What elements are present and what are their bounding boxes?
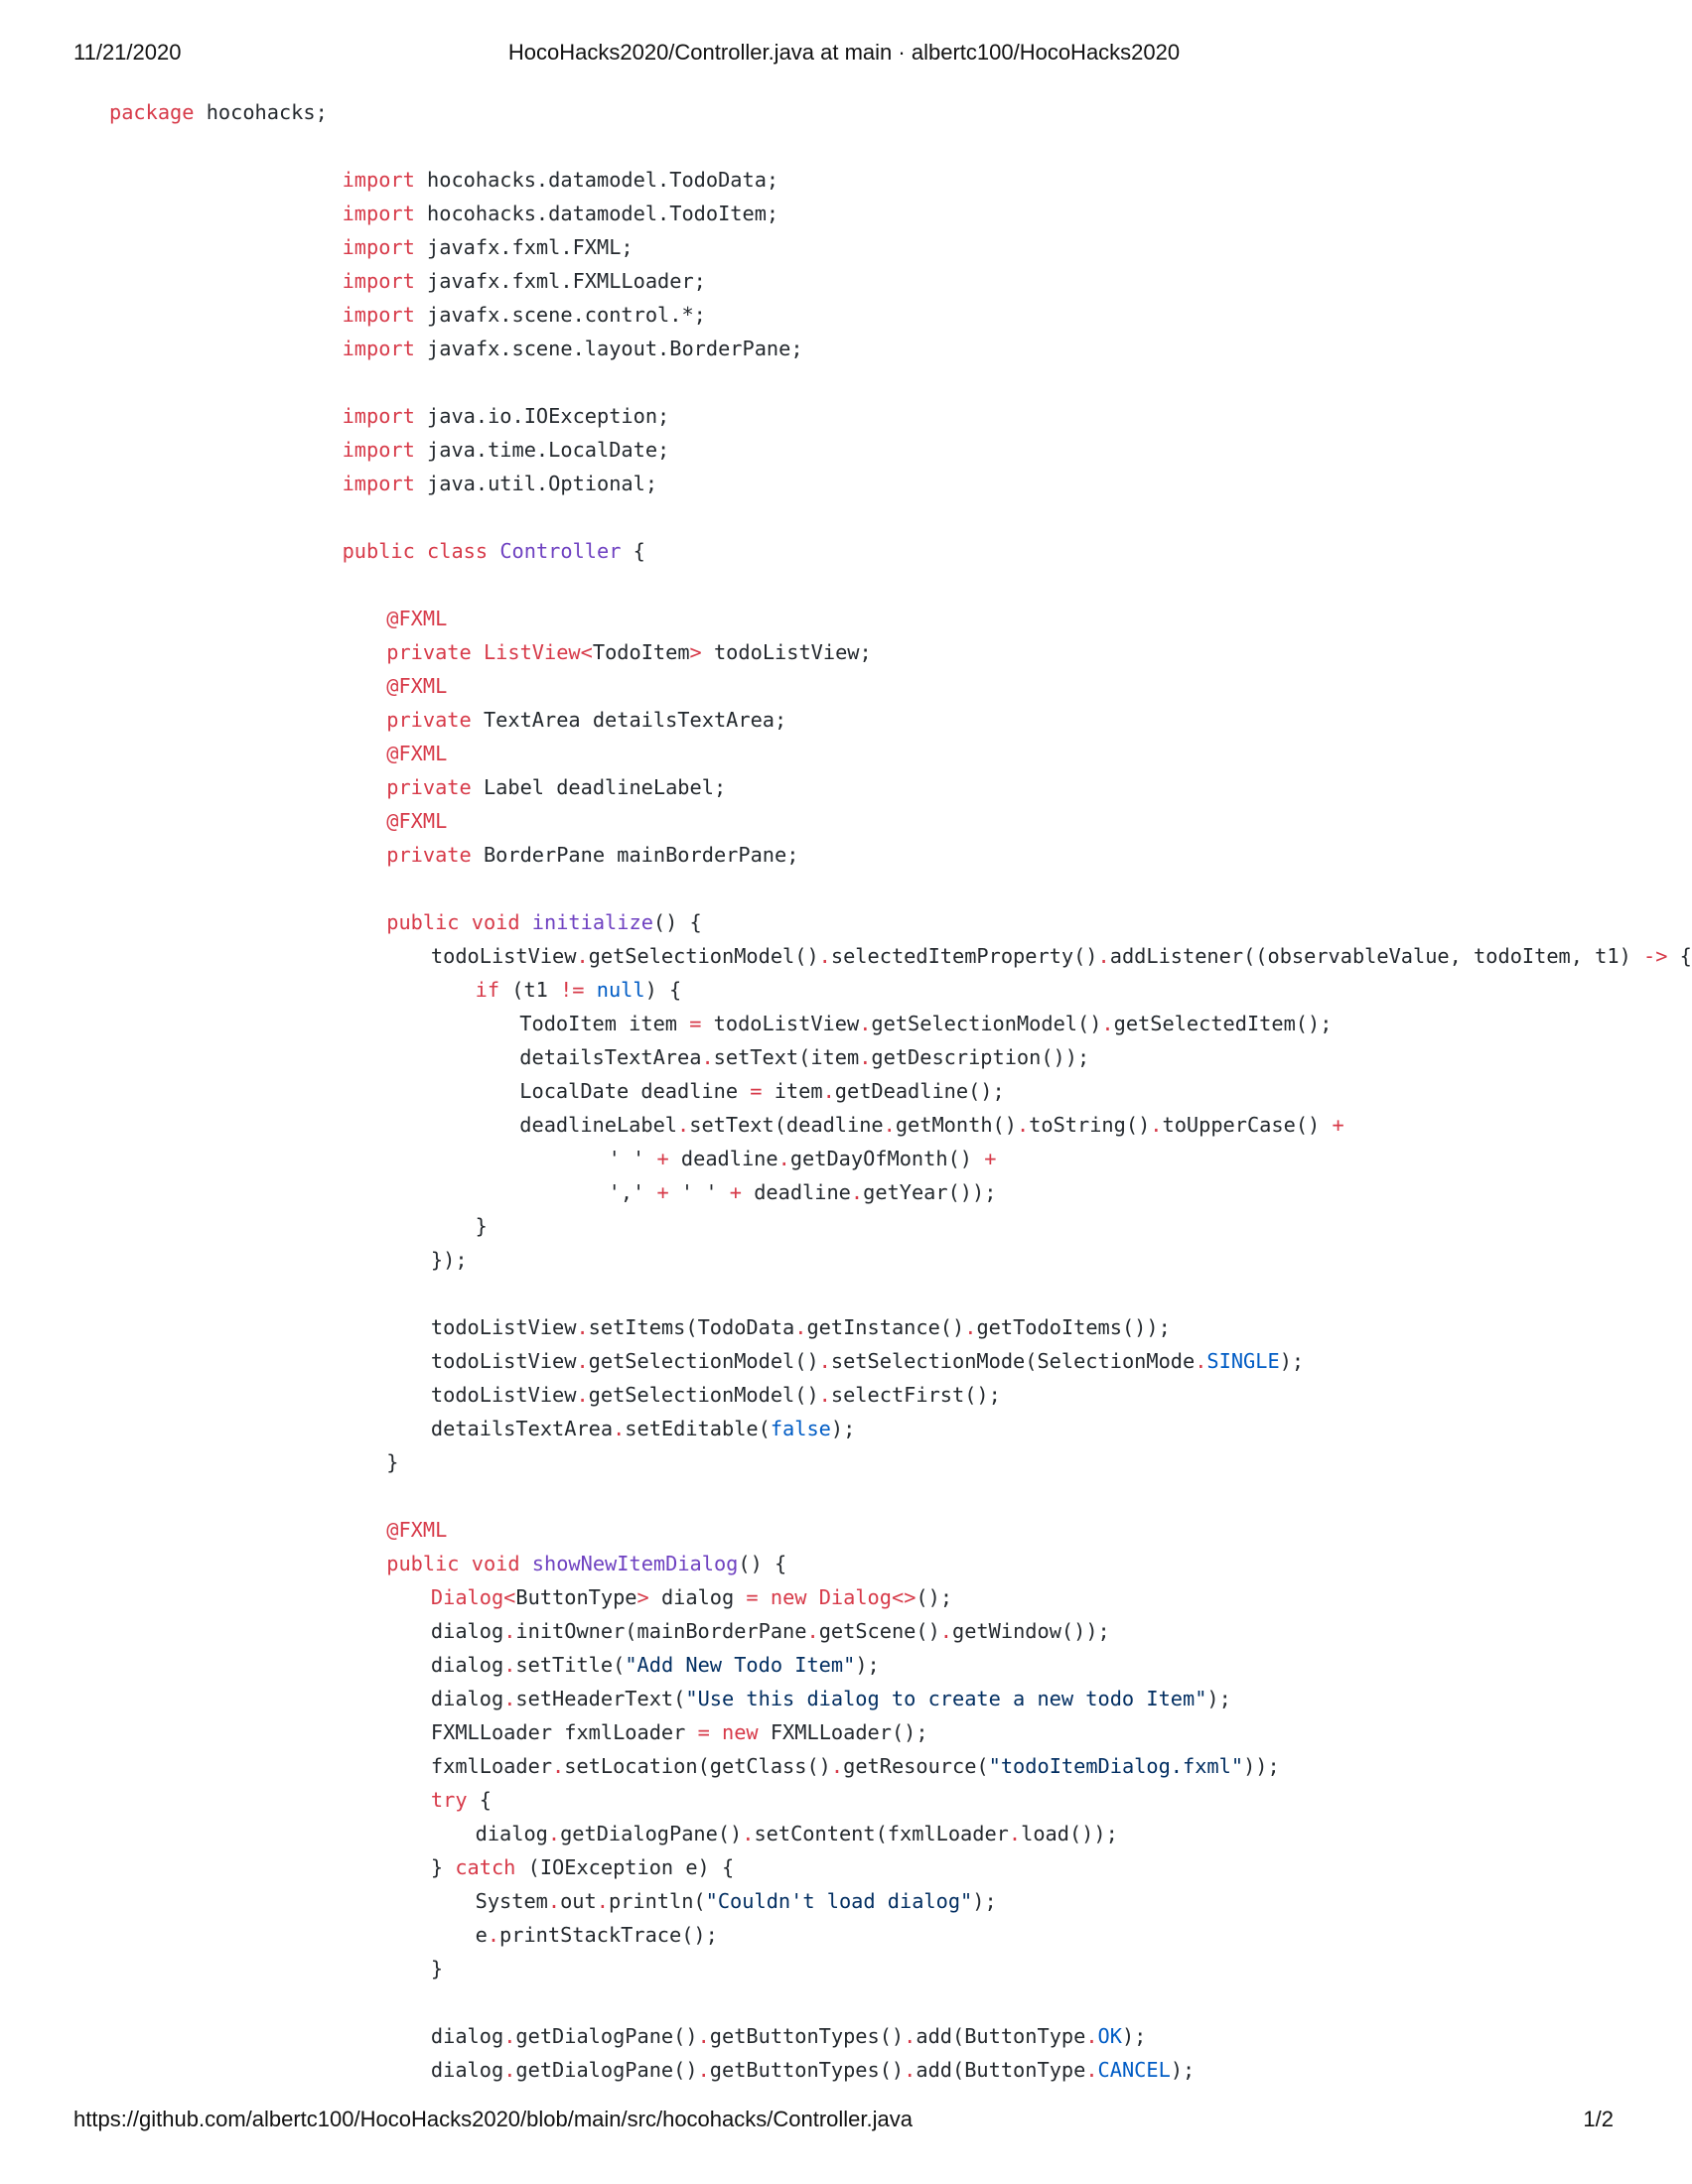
code-token: });	[430, 1248, 468, 1272]
code-token	[710, 1720, 722, 1744]
code-line	[431, 1378, 1001, 1412]
code-token: setContent(fxmlLoader	[754, 1822, 1009, 1845]
code-token: .	[818, 944, 831, 968]
code-token: hocohacks;	[194, 100, 328, 124]
code-line	[519, 1040, 1089, 1074]
code-token: "Use this dialog to create a new todo Item"	[685, 1687, 1207, 1710]
code-line	[431, 1749, 1280, 1783]
code-token: Dialog<	[430, 1585, 516, 1609]
code-line	[431, 1614, 1110, 1648]
code-token: getMonth()	[895, 1113, 1017, 1137]
code-token: CANCEL	[1097, 2058, 1171, 2082]
code-token: getSelectionModel()	[588, 944, 819, 968]
code-token: }	[475, 1214, 488, 1238]
code-token: getDayOfMonth()	[789, 1147, 985, 1170]
code-token: ->	[1643, 944, 1668, 968]
code-token: getInstance()	[806, 1315, 965, 1339]
code-token: ListView<	[483, 640, 593, 664]
code-token	[460, 1552, 472, 1575]
code-token: .	[613, 1417, 626, 1440]
code-token: selectedItemProperty()	[830, 944, 1098, 968]
code-line	[519, 1007, 1332, 1040]
code-token: dialog	[430, 1687, 504, 1710]
code-token: .	[964, 1315, 977, 1339]
code-token: >	[636, 1585, 649, 1609]
code-token: getButtonTypes()	[709, 2024, 905, 2048]
code-line	[343, 467, 657, 500]
code-token: ();	[916, 1585, 953, 1609]
code-token	[520, 1552, 532, 1575]
code-token: if	[475, 978, 500, 1002]
code-token: .	[1085, 2058, 1098, 2082]
code-token: );	[1279, 1349, 1305, 1373]
code-line	[343, 163, 779, 197]
code-token: .	[1195, 1349, 1207, 1373]
code-token: .	[547, 1889, 561, 1913]
code-token: @FXML	[386, 674, 448, 698]
code-token: .	[859, 1012, 872, 1035]
code-token: load());	[1021, 1822, 1118, 1845]
code-token: @FXML	[386, 1518, 448, 1542]
code-token: getDialogPane()	[560, 1822, 743, 1845]
code-token: javafx.fxml.FXMLLoader;	[414, 269, 706, 293]
code-token: ));	[1243, 1754, 1280, 1778]
code-token: );	[830, 1417, 856, 1440]
code-line	[343, 534, 645, 568]
code-line	[386, 804, 447, 838]
code-line	[431, 1715, 928, 1749]
code-token: todoListView	[430, 1383, 577, 1407]
code-token: dialog	[430, 2024, 504, 2048]
code-token	[460, 910, 472, 934]
code-token: getSelectionModel()	[588, 1349, 819, 1373]
code-token: =	[689, 1012, 702, 1035]
code-token: =	[750, 1079, 763, 1103]
code-line	[343, 264, 706, 298]
code-token: .	[818, 1349, 831, 1373]
code-token: .	[830, 1754, 844, 1778]
code-token: +	[729, 1180, 742, 1204]
code-token: =	[746, 1585, 759, 1609]
code-token: selectFirst();	[830, 1383, 1001, 1407]
code-line	[476, 1817, 1118, 1850]
code-token	[520, 910, 532, 934]
code-token: =	[697, 1720, 710, 1744]
code-token: detailsTextArea	[519, 1045, 702, 1069]
code-token: fxmlLoader	[430, 1754, 553, 1778]
code-line	[431, 1243, 468, 1277]
code-token: Dialog<>	[818, 1585, 916, 1609]
code-token: private	[386, 843, 472, 867]
code-token: public	[386, 1552, 460, 1575]
code-token: {	[1667, 944, 1692, 968]
code-token: java.time.LocalDate;	[414, 438, 670, 462]
code-line	[431, 1344, 1304, 1378]
code-token: );	[1170, 2058, 1196, 2082]
code-token: try	[430, 1788, 468, 1812]
code-token: );	[1121, 2024, 1147, 2048]
code-token: dialog	[475, 1822, 548, 1845]
code-token	[488, 539, 499, 563]
code-token: .	[503, 1619, 516, 1643]
code-line	[343, 399, 670, 433]
code-token: .	[576, 944, 589, 968]
code-token: ','	[608, 1180, 657, 1204]
code-token: import	[342, 235, 415, 259]
code-token: .	[904, 2058, 916, 2082]
code-token: .	[822, 1079, 835, 1103]
code-token: import	[342, 472, 415, 495]
code-token: @FXML	[386, 607, 448, 630]
code-line	[386, 905, 702, 939]
code-token: .	[850, 1180, 864, 1204]
code-token: java.util.Optional;	[414, 472, 658, 495]
code-token: .	[487, 1923, 500, 1947]
code-token: private	[386, 708, 472, 732]
code-token: getSelectionModel()	[871, 1012, 1102, 1035]
code-line	[431, 939, 1692, 973]
code-line	[343, 433, 670, 467]
code-token: add(ButtonType	[916, 2058, 1086, 2082]
code-token: out	[560, 1889, 597, 1913]
code-token: public	[386, 910, 460, 934]
code-line	[476, 973, 682, 1007]
code-token: initOwner(mainBorderPane	[515, 1619, 807, 1643]
code-token: getWindow());	[952, 1619, 1110, 1643]
code-token: dialog	[430, 1619, 504, 1643]
code-token: java.io.IOException;	[414, 404, 670, 428]
code-token: null	[596, 978, 645, 1002]
code-token: deadline	[668, 1147, 778, 1170]
code-line	[519, 1074, 1004, 1108]
code-line	[109, 95, 328, 129]
code-token: item	[762, 1079, 823, 1103]
code-token: setSelectionMode(SelectionMode	[830, 1349, 1196, 1373]
code-token: System	[475, 1889, 548, 1913]
code-line	[386, 669, 447, 703]
code-token: .	[503, 2024, 516, 2048]
code-token: FXMLLoader();	[758, 1720, 928, 1744]
code-token: public	[342, 539, 415, 563]
page-url: https://github.com/albertc100/HocoHacks2020/blob/main/src/hocohacks/Controller.java	[73, 2107, 914, 2131]
code-token	[415, 539, 427, 563]
code-token: .	[576, 1383, 589, 1407]
code-token: addListener((observableValue, todoItem, t1)	[1109, 944, 1644, 968]
code-token: );	[855, 1653, 880, 1677]
code-token: private	[386, 775, 472, 799]
code-token	[585, 978, 597, 1002]
code-token: }	[386, 1450, 399, 1474]
code-token: .	[859, 1045, 872, 1069]
code-token: e	[475, 1923, 488, 1947]
code-token: +	[656, 1180, 669, 1204]
code-token: .	[503, 1687, 516, 1710]
code-token: .	[576, 1315, 589, 1339]
code-token: TodoItem	[592, 640, 690, 664]
code-token: toUpperCase()	[1162, 1113, 1333, 1137]
code-token: dialog	[430, 1653, 504, 1677]
code-token: getDeadline();	[834, 1079, 1005, 1103]
code-token: SINGLE	[1206, 1349, 1280, 1373]
code-token: getResource(	[843, 1754, 989, 1778]
code-token: TextArea detailsTextArea;	[471, 708, 787, 732]
code-token: dialog	[648, 1585, 747, 1609]
code-token: class	[427, 539, 489, 563]
code-token: setEditable(	[625, 1417, 771, 1440]
code-token: add(ButtonType	[916, 2024, 1086, 2048]
code-token: ' '	[668, 1180, 730, 1204]
code-token: todoListView	[430, 1315, 577, 1339]
code-line	[431, 2053, 1195, 2087]
code-line	[386, 1513, 447, 1547]
code-token: );	[972, 1889, 997, 1913]
code-token: "todoItemDialog.fxml"	[988, 1754, 1244, 1778]
code-token: initialize	[531, 910, 653, 934]
code-token: deadline	[741, 1180, 851, 1204]
code-token: import	[342, 202, 415, 225]
code-line	[431, 1952, 443, 1985]
page-number: 1/2	[1583, 2107, 1614, 2131]
code-token: todoListView	[430, 944, 577, 968]
code-token: import	[342, 337, 415, 360]
code-token: toString()	[1029, 1113, 1151, 1137]
code-line	[386, 703, 786, 737]
code-token: showNewItemDialog	[531, 1552, 739, 1575]
code-line	[431, 1412, 855, 1445]
code-token: }	[430, 1957, 444, 1980]
code-token: setText(item	[713, 1045, 860, 1069]
code-token: getYear());	[863, 1180, 997, 1204]
code-token: );	[1206, 1687, 1231, 1710]
code-token: TodoItem item	[519, 1012, 690, 1035]
code-token	[472, 640, 484, 664]
code-token: .	[883, 1113, 896, 1137]
page-title: HocoHacks2020/Controller.java at main · albertc100/HocoHacks2020	[507, 40, 1181, 65]
code-token: setHeaderText(	[515, 1687, 686, 1710]
code-token: .	[677, 1113, 690, 1137]
code-token: package	[109, 100, 195, 124]
code-token: getDescription());	[871, 1045, 1090, 1069]
code-line	[431, 1783, 492, 1817]
code-token: +	[656, 1147, 669, 1170]
code-line	[431, 1310, 1171, 1344]
code-token: import	[342, 269, 415, 293]
code-token: getTodoItems());	[976, 1315, 1171, 1339]
code-line	[386, 737, 447, 770]
code-token: ) {	[644, 978, 682, 1002]
code-token: getSelectedItem();	[1113, 1012, 1333, 1035]
code-token: .	[1016, 1113, 1030, 1137]
print-date: 11/21/2020	[73, 40, 182, 65]
code-token: .	[552, 1754, 565, 1778]
code-token: .	[742, 1822, 755, 1845]
code-token: @FXML	[386, 742, 448, 765]
code-token: todoListView;	[701, 640, 872, 664]
code-line	[386, 770, 726, 804]
code-token	[759, 1585, 771, 1609]
code-token: println(	[608, 1889, 706, 1913]
code-token: deadlineLabel	[519, 1113, 678, 1137]
code-token: .	[503, 1653, 516, 1677]
code-token: .	[939, 1619, 953, 1643]
code-token: todoListView	[701, 1012, 860, 1035]
code-token: Label deadlineLabel;	[471, 775, 727, 799]
code-token: catch	[455, 1855, 516, 1879]
code-line	[431, 1682, 1231, 1715]
code-token: .	[697, 2024, 710, 2048]
code-token: OK	[1097, 2024, 1122, 2048]
code-token: .	[794, 1315, 807, 1339]
code-token: @FXML	[386, 809, 448, 833]
code-token: javafx.fxml.FXML;	[414, 235, 634, 259]
code-line	[386, 635, 871, 669]
code-token: javafx.scene.control.*;	[414, 303, 706, 327]
code-line	[386, 1547, 786, 1580]
code-token: {	[467, 1788, 492, 1812]
code-token: {	[621, 539, 645, 563]
code-token: import	[342, 438, 415, 462]
code-token: .	[503, 2058, 516, 2082]
code-token: private	[386, 640, 472, 664]
code-token: "Add New Todo Item"	[625, 1653, 856, 1677]
code-token: +	[984, 1147, 997, 1170]
code-line	[343, 230, 634, 264]
code-token: .	[1101, 1012, 1114, 1035]
code-token: javafx.scene.layout.BorderPane;	[414, 337, 803, 360]
code-token: getButtonTypes()	[709, 2058, 905, 2082]
code-token: LocalDate deadline	[519, 1079, 751, 1103]
code-line	[343, 298, 706, 332]
code-line	[476, 1918, 718, 1952]
code-token: .	[1008, 1822, 1022, 1845]
code-token: setTitle(	[515, 1653, 626, 1677]
code-token: (t1	[499, 978, 561, 1002]
code-token: getDialogPane()	[515, 2058, 698, 2082]
code-line	[476, 1209, 488, 1243]
code-token: void	[471, 1552, 520, 1575]
code-token: new	[770, 1585, 807, 1609]
code-token: setLocation(getClass()	[564, 1754, 831, 1778]
code-token: () {	[738, 1552, 787, 1575]
code-token: false	[770, 1417, 831, 1440]
code-line	[431, 1580, 952, 1614]
code-line	[431, 1648, 880, 1682]
code-token: getSelectionModel()	[588, 1383, 819, 1407]
code-token: .	[697, 2058, 710, 2082]
code-token: .	[818, 1383, 831, 1407]
code-token: "Couldn't load dialog"	[705, 1889, 973, 1913]
code-token: dialog	[430, 2058, 504, 2082]
code-token: getScene()	[818, 1619, 940, 1643]
code-token: hocohacks.datamodel.TodoData;	[414, 168, 779, 192]
code-token: .	[547, 1822, 561, 1845]
code-token	[807, 1585, 819, 1609]
code-token: void	[471, 910, 520, 934]
code-token: FXMLLoader fxmlLoader	[430, 1720, 698, 1744]
code-token: .	[1150, 1113, 1163, 1137]
code-token: setItems(TodoData	[588, 1315, 795, 1339]
code-line	[431, 2019, 1146, 2053]
code-token: todoListView	[430, 1349, 577, 1373]
code-line	[386, 602, 447, 635]
code-token: .	[777, 1147, 790, 1170]
code-token: .	[596, 1889, 609, 1913]
code-line	[343, 197, 779, 230]
code-line	[476, 1884, 997, 1918]
code-token: () {	[652, 910, 702, 934]
code-token: (IOException e) {	[515, 1855, 735, 1879]
code-token: printStackTrace();	[499, 1923, 718, 1947]
code-token: new	[722, 1720, 759, 1744]
code-line	[386, 838, 798, 872]
code-token: .	[1085, 2024, 1098, 2048]
code-line	[609, 1142, 997, 1175]
code-token: hocohacks.datamodel.TodoItem;	[414, 202, 779, 225]
code-token: !=	[560, 978, 585, 1002]
code-token: +	[1332, 1113, 1344, 1137]
code-token: import	[342, 303, 415, 327]
code-token: import	[342, 404, 415, 428]
code-token: import	[342, 168, 415, 192]
code-token: .	[1097, 944, 1110, 968]
code-line	[609, 1175, 997, 1209]
code-token: .	[806, 1619, 819, 1643]
code-token: .	[701, 1045, 714, 1069]
code-token: .	[904, 2024, 916, 2048]
code-token: ' '	[608, 1147, 657, 1170]
code-token: getDialogPane()	[515, 2024, 698, 2048]
code-token: Controller	[499, 539, 622, 563]
code-token: .	[576, 1349, 589, 1373]
code-token: }	[430, 1855, 456, 1879]
code-line	[519, 1108, 1343, 1142]
code-token: BorderPane mainBorderPane;	[471, 843, 799, 867]
code-line	[386, 1445, 398, 1479]
code-token: detailsTextArea	[430, 1417, 614, 1440]
code-token: setText(deadline	[689, 1113, 884, 1137]
code-line	[343, 332, 803, 365]
code-token: >	[689, 640, 702, 664]
code-line	[431, 1850, 734, 1884]
code-token: ButtonType	[515, 1585, 637, 1609]
